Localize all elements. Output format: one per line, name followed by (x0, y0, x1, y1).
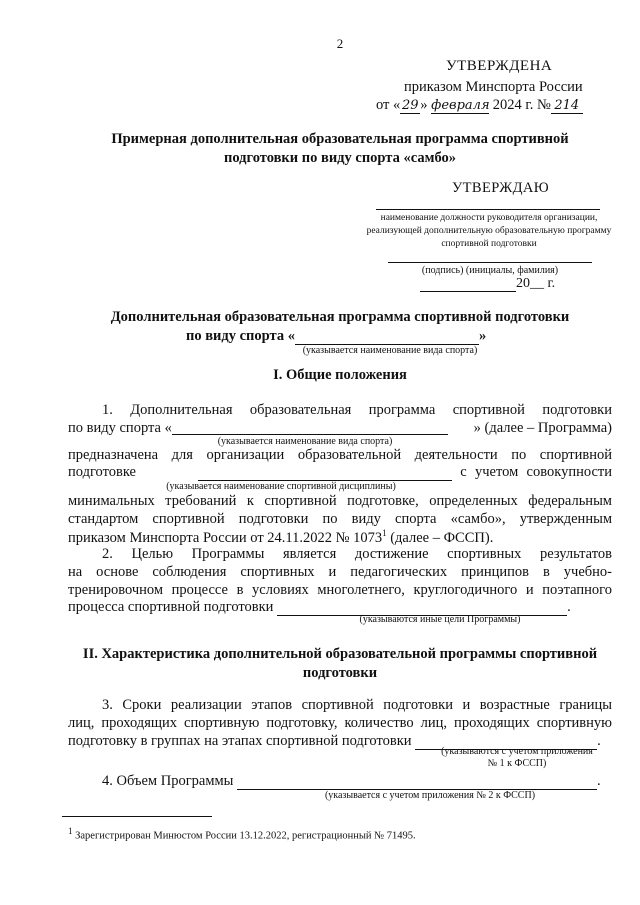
p1-sport-caption: (указывается наименование вида спорта) (217, 436, 393, 447)
p1-sport-blank (172, 420, 448, 435)
section1-heading: I. Общие положения (273, 367, 407, 383)
p1-sport-prefix: по виду спорта « (68, 420, 172, 436)
p4-line: 4. Объем Программы . (102, 773, 601, 789)
p4-text: 4. Объем Программы (102, 773, 234, 789)
p2-line1: 2. Целью Программы является достижение спортивных результатов (102, 546, 612, 562)
date-blank (420, 278, 516, 292)
p1-word-considering: учетом (474, 464, 519, 480)
approval-date-line (376, 97, 583, 114)
position-caption: наименование должности руководителя организации, реализующей дополнительную образовательную программу спортивной подготовки (366, 213, 612, 249)
handwritten-day: 29 (402, 98, 419, 113)
p1-line1: 1. Дополнительная образовательная программа спортивной подготовки (102, 402, 612, 418)
p3-line3: подготовку в группах на этапах спортивной подготовки . (68, 733, 601, 749)
p2-text: процесса спортивной подготовки (68, 599, 274, 615)
footnote-text: Зарегистрирован Минюстом России 13.12.2022, регистрационный № 71495. (75, 830, 416, 842)
date-year: 2024 г. № (492, 97, 551, 113)
date-mid: » (420, 97, 428, 113)
page-number: 2 (336, 36, 344, 51)
program-title-prefix: по виду спорта « (186, 328, 295, 344)
date-prefix: от « (376, 97, 401, 113)
p3-line1: 3. Сроки реализации этапов спортивной подготовки и возрастные границы (102, 697, 612, 713)
position-line (376, 209, 600, 210)
date-year-line (420, 276, 555, 292)
sport-blank (295, 330, 479, 345)
signature-caption: (подпись) (инициалы, фамилия) (421, 265, 559, 276)
section2-heading-line2: подготовки (302, 665, 378, 681)
p1-word-totality: совокупности (526, 464, 612, 480)
section2-heading-line1: II. Характеристика дополнительной образовательной программы спортивной (82, 646, 598, 662)
program-title-line2 (186, 328, 486, 345)
footnote (68, 826, 416, 842)
approve-heading: УТВЕРЖДАЮ (452, 180, 550, 196)
p3-text: подготовку в группах на этапах спортивной подготовки (68, 733, 412, 749)
p1-line6: стандартом спортивной подготовки по виду спорта «самбо», утвержденным (68, 511, 612, 527)
p3-caption-line2: № 1 к ФССП) (487, 758, 547, 769)
p1-line3: предназначена для организации образовательной деятельности по спортивной (68, 447, 612, 463)
handwritten-order-number: 214 (551, 99, 583, 114)
approval-order-line: приказом Минспорта России (404, 79, 583, 95)
p3-caption-line1: (указываются с учетом приложения (441, 746, 593, 757)
year-suffix: 20__ г. (516, 276, 556, 291)
p1-sport-suffix: » (далее – Программа) (473, 420, 612, 436)
approval-heading: УТВЕРЖДЕНА (446, 58, 553, 74)
p3-line2: лиц, проходящих спортивную подготовку, количество лиц, проходящих спортивную (68, 715, 612, 731)
p1-word-with: с (460, 464, 467, 480)
p2-line4: процесса спортивной подготовки . (68, 599, 571, 615)
p1-discipline-blank (198, 466, 452, 481)
p4-blank (237, 775, 597, 790)
signature-line (388, 262, 592, 263)
program-title-line1: Дополнительная образовательная программа спортивной подготовки (110, 309, 570, 325)
p4-caption: (указывается с учетом приложения № 2 к ФССП) (324, 790, 536, 801)
handwritten-month: февраля (431, 98, 490, 113)
p2-line3: тренировочном процессе в условиях многолетнего, круглогодичного и поэтапного (68, 582, 612, 598)
p1-discipline-caption: (указывается наименование спортивной дисциплины) (166, 481, 396, 492)
footnote-separator (62, 816, 212, 817)
p3-caption (424, 746, 610, 770)
p1-line7 (68, 528, 493, 547)
p2-line2: на основе соблюдения спортивных и педагогических принципов в учебно- (68, 564, 612, 580)
document-title: Примерная дополнительная образовательная программа спортивной подготовки по виду спорта «самбо» (111, 131, 569, 166)
p1-fssp: (далее – ФССП). (386, 529, 494, 546)
program-title-suffix: » (478, 328, 487, 344)
p1-line5: минимальных требований к спортивной подготовке, определенных федеральным (68, 493, 612, 509)
footnote-ref: 1 (382, 528, 387, 538)
p1-word-preparation: подготовке (68, 464, 136, 480)
footnote-mark: 1 (68, 826, 73, 836)
p1-order-ref: приказом Минспорта России от 24.11.2022 № 1073 (68, 529, 383, 546)
sport-caption: (указывается наименование вида спорта) (302, 345, 478, 356)
p1-line4 (68, 464, 612, 481)
p2-caption: (указываются иные цели Программы) (359, 614, 521, 625)
section2-heading (60, 645, 620, 683)
